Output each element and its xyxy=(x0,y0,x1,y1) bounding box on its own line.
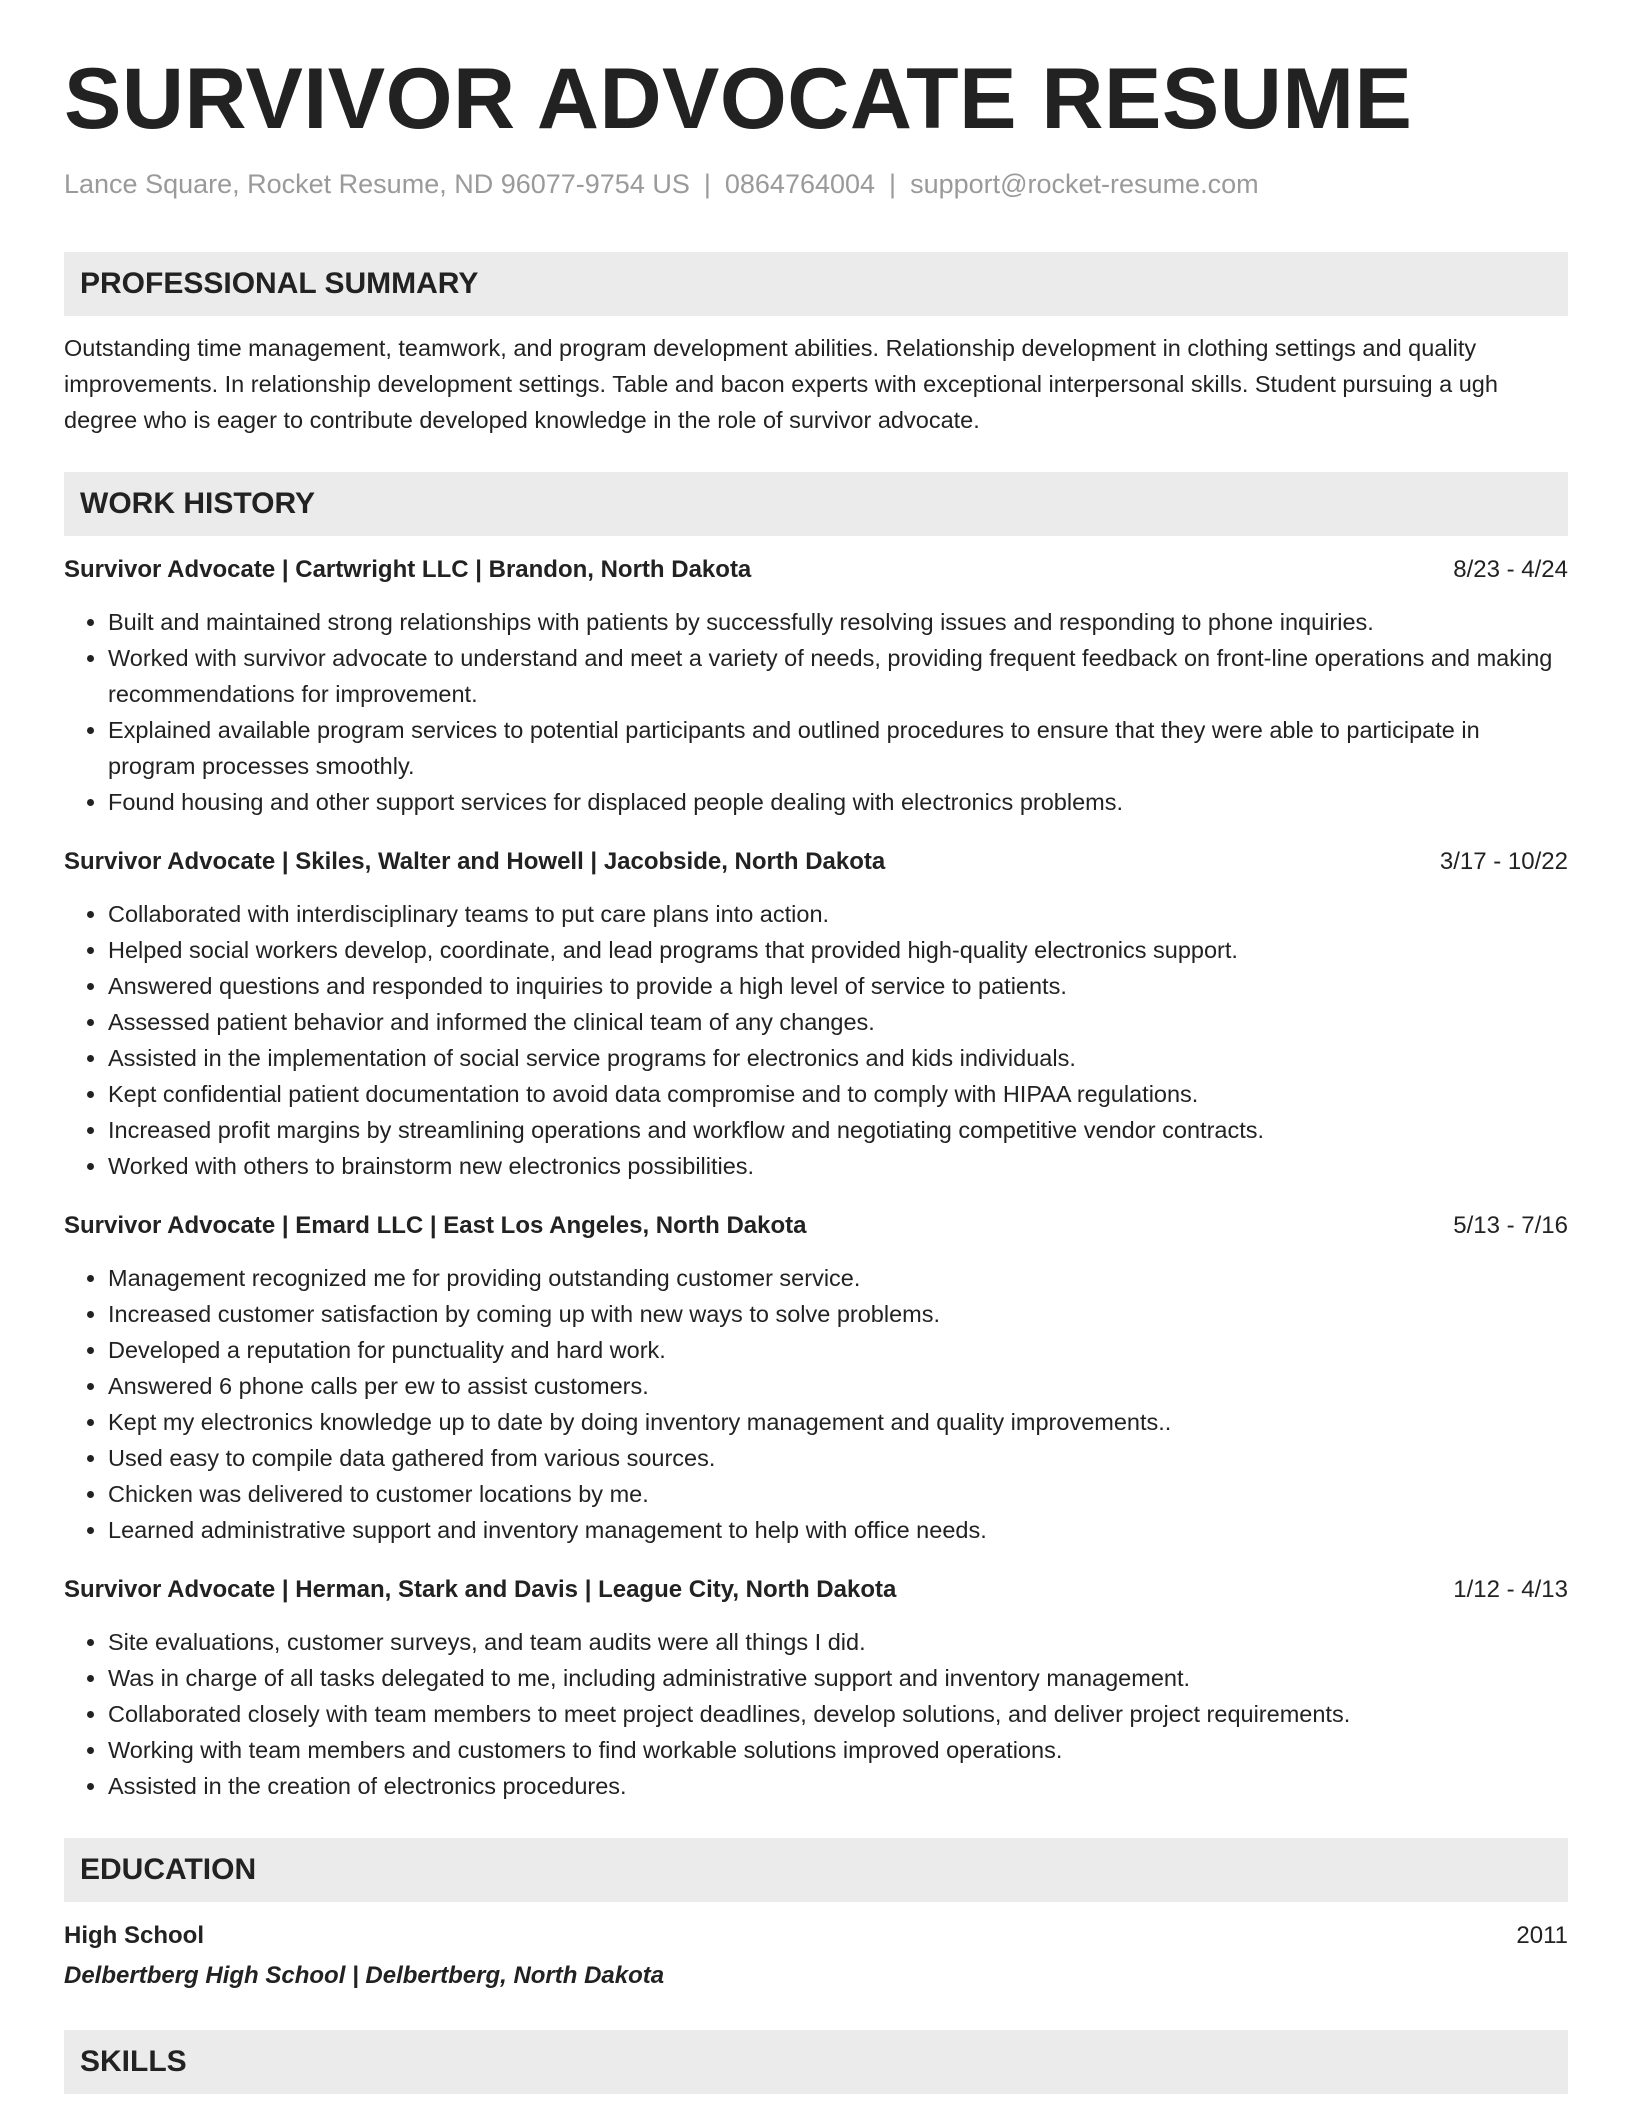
contact-address: Lance Square, Rocket Resume, ND 96077-9754 US xyxy=(64,168,690,199)
job-bullet: • Chicken was delivered to customer locations by me. xyxy=(108,1476,1568,1512)
job-bullet: • Answered 6 phone calls per ew to assist customers. xyxy=(108,1368,1568,1404)
contact-line xyxy=(64,169,1568,200)
job-entry xyxy=(64,1574,1568,1804)
job-bullet: • Assisted in the implementation of social service programs for electronics and kids individuals. xyxy=(108,1040,1568,1076)
education-degree: High School xyxy=(64,1921,204,1949)
education-school: Delbertberg High School | Delbertberg, North Dakota xyxy=(64,1961,665,1989)
job-bullet: • Assessed patient behavior and informed the clinical team of any changes. xyxy=(108,1004,1568,1040)
job-bullet: • Answered questions and responded to inquiries to provide a high level of service to patients. xyxy=(108,968,1568,1004)
job-entry xyxy=(64,554,1568,820)
job-title: Survivor Advocate | Cartwright LLC | Brandon, North Dakota xyxy=(64,555,752,583)
job-bullet: • Increased profit margins by streamlining operations and workflow and negotiating competitive vendor contracts. xyxy=(108,1112,1568,1148)
job-bullet: • Worked with others to brainstorm new electronics possibilities. xyxy=(108,1148,1568,1184)
job-bullet-list xyxy=(64,896,1568,1184)
job-bullet: • Kept confidential patient documentation to avoid data compromise and to comply with HIPAA regulations. xyxy=(108,1076,1568,1112)
contact-separator: | xyxy=(703,168,711,199)
job-bullet: • Kept my electronics knowledge up to date by doing inventory management and quality improvements.. xyxy=(108,1404,1568,1440)
contact-phone: 0864764004 xyxy=(724,168,876,199)
job-header xyxy=(64,1210,1568,1242)
job-bullet: • Collaborated with interdisciplinary teams to put care plans into action. xyxy=(108,896,1568,932)
job-entry xyxy=(64,846,1568,1184)
job-bullet: • Site evaluations, customer surveys, and team audits were all things I did. xyxy=(108,1624,1568,1660)
job-title: Survivor Advocate | Skiles, Walter and Howell | Jacobside, North Dakota xyxy=(64,847,886,875)
job-bullet: • Collaborated closely with team members to meet project deadlines, develop solutions, and deliver project requirements. xyxy=(108,1696,1568,1732)
job-entry xyxy=(64,1210,1568,1548)
job-bullet: • Assisted in the creation of electronics procedures. xyxy=(108,1768,1568,1804)
education-entry xyxy=(64,1916,1568,1996)
summary-text: Outstanding time management, teamwork, and program development abilities. Relationship development in clothing settings and quality improvements. In relationship development settings. Table and bacon experts with exceptional interpersonal skills. Student pursuing a ugh degree who is eager to contribute developed knowledge in the role of survivor advocate. xyxy=(64,334,1498,433)
job-bullet: • Explained available program services to potential participants and outlined procedures to ensure that they were able to participate in program processes smoothly. xyxy=(108,712,1568,784)
work-history-list xyxy=(64,554,1568,1804)
contact-separator: | xyxy=(889,168,897,199)
job-bullet: • Worked with survivor advocate to understand and meet a variety of needs, providing frequent feedback on front-line operations and making recommendations for improvement. xyxy=(108,640,1568,712)
job-header xyxy=(64,554,1568,586)
job-bullet-list xyxy=(64,604,1568,820)
job-dates: 1/12 - 4/13 xyxy=(1453,1575,1568,1603)
job-bullet: • Built and maintained strong relationships with patients by successfully resolving issues and responding to phone inquiries. xyxy=(108,604,1568,640)
job-bullet: • Helped social workers develop, coordinate, and lead programs that provided high-quality electronics support. xyxy=(108,932,1568,968)
education-heading: EDUCATION xyxy=(64,1838,1568,1902)
job-bullet: • Found housing and other support services for displaced people dealing with electronics problems. xyxy=(108,784,1568,820)
page-title: SURVIVOR ADVOCATE RESUME xyxy=(64,51,1413,147)
job-bullet: • Developed a reputation for punctuality and hard work. xyxy=(108,1332,1568,1368)
job-bullet: • Management recognized me for providing outstanding customer service. xyxy=(108,1260,1568,1296)
skills-heading: SKILLS xyxy=(64,2030,1568,2094)
job-bullet-list xyxy=(64,1624,1568,1804)
job-dates: 8/23 - 4/24 xyxy=(1453,555,1568,583)
job-bullet: • Increased customer satisfaction by coming up with new ways to solve problems. xyxy=(108,1296,1568,1332)
job-bullet: • Was in charge of all tasks delegated to me, including administrative support and inventory management. xyxy=(108,1660,1568,1696)
education-year: 2011 xyxy=(1516,1921,1568,1949)
job-bullet: • Used easy to compile data gathered from various sources. xyxy=(108,1440,1568,1476)
job-title: Survivor Advocate | Herman, Stark and Davis | League City, North Dakota xyxy=(64,1575,897,1603)
summary-heading: PROFESSIONAL SUMMARY xyxy=(64,252,1568,316)
contact-email: support@rocket-resume.com xyxy=(910,168,1259,199)
job-dates: 5/13 - 7/16 xyxy=(1453,1211,1568,1239)
job-bullet: • Working with team members and customers to find workable solutions improved operations. xyxy=(108,1732,1568,1768)
job-bullet: • Learned administrative support and inventory management to help with office needs. xyxy=(108,1512,1568,1548)
job-header xyxy=(64,1574,1568,1606)
job-header xyxy=(64,846,1568,878)
work-history-heading: WORK HISTORY xyxy=(64,472,1568,536)
job-title: Survivor Advocate | Emard LLC | East Los Angeles, North Dakota xyxy=(64,1211,807,1239)
job-bullet-list xyxy=(64,1260,1568,1548)
job-dates: 3/17 - 10/22 xyxy=(1439,847,1568,875)
